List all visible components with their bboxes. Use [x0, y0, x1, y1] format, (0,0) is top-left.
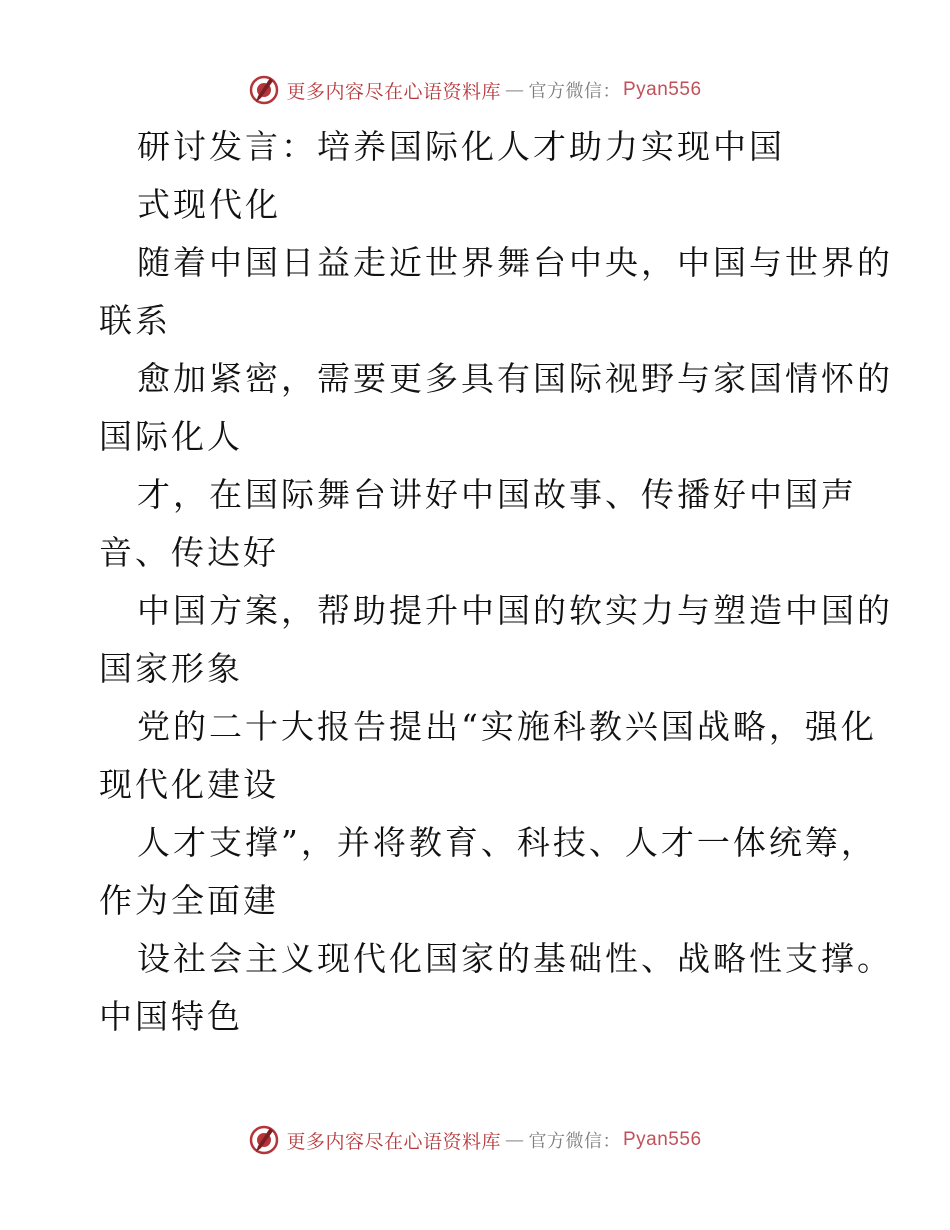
watermark-separator: —: [505, 1129, 525, 1151]
paragraph-line: 愈加紧密，需要更多具有国际视野与家国情怀的: [137, 359, 893, 398]
paragraph-line: 作为全面建: [99, 881, 279, 920]
document-title-line-2: 式现代化: [137, 185, 281, 224]
watermark-separator: —: [505, 79, 525, 101]
paragraph-line: 设社会主义现代化国家的基础性、战略性支撑。: [137, 939, 893, 978]
paragraph-line: 人才支撑”，并将教育、科技、人才一体统筹，: [137, 823, 877, 862]
paragraph-line: 中国特色: [99, 997, 243, 1036]
watermark-wechat-id: Pyan556: [623, 79, 702, 100]
paragraph-line: 联系: [99, 301, 171, 340]
paragraph-line: 党的二十大报告提出“实施科教兴国战略，强化: [137, 707, 877, 746]
watermark-text: 更多内容尽在心语资料库: [286, 80, 501, 103]
paragraph-line: 中国方案，帮助提升中国的软实力与塑造中国的: [137, 591, 893, 630]
watermark-wechat-label: 官方微信：: [528, 81, 621, 102]
watermark-text: 更多内容尽在心语资料库: [286, 1130, 501, 1153]
paragraph-line: 国家形象: [99, 649, 243, 688]
watermark-wechat-label: 官方微信：: [528, 1131, 621, 1152]
quill-seal-icon: [248, 74, 280, 106]
footer-watermark: [0, 1120, 950, 1160]
paragraph-line: 才，在国际舞台讲好中国故事、传播好中国声: [137, 475, 857, 514]
paragraph-line: 国际化人: [99, 417, 243, 456]
paragraph-line: 现代化建设: [99, 765, 279, 804]
quill-seal-icon: [248, 1124, 280, 1156]
paragraph-line: 音、传达好: [99, 533, 279, 572]
paragraph-line: 随着中国日益走近世界舞台中央，中国与世界的: [137, 243, 893, 282]
watermark-wechat-id: Pyan556: [623, 1129, 702, 1150]
document-title-line-1: 研讨发言：培养国际化人才助力实现中国: [137, 127, 785, 166]
header-watermark: [0, 70, 950, 110]
